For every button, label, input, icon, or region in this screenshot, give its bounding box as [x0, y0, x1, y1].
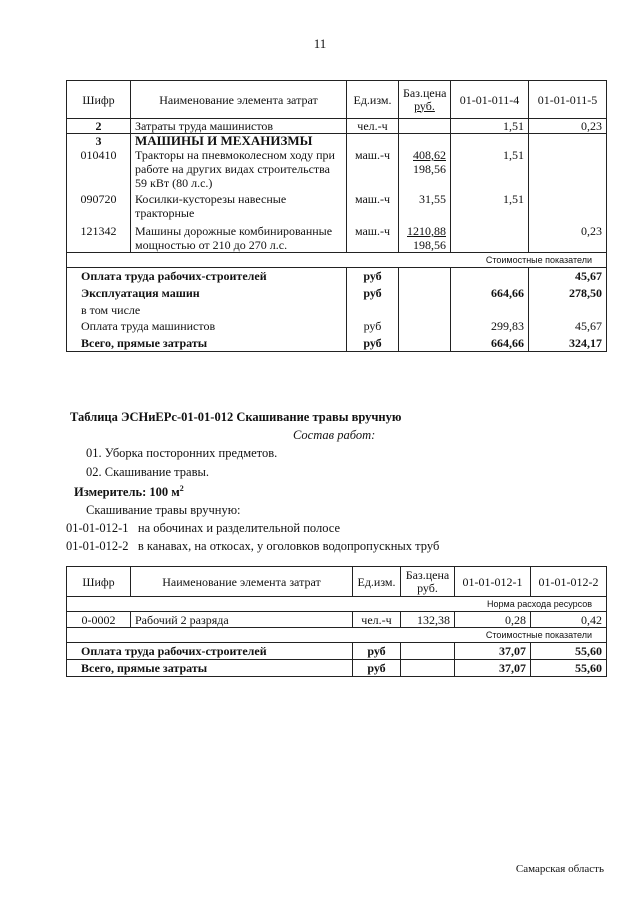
header-unit: Ед.изм.: [353, 567, 401, 597]
norm-label: Норма расхода ресурсов: [67, 597, 607, 612]
section-title: МАШИНЫ И МЕХАНИЗМЫ: [131, 134, 347, 149]
row-unit: маш.-ч: [347, 148, 399, 190]
row-value-4: 1,51: [451, 190, 529, 220]
total-value-5: 324,17: [529, 335, 607, 352]
table-row: [67, 220, 607, 253]
total-row: [67, 268, 607, 285]
table-row-labor: [67, 119, 607, 134]
row-value-4: 1,51: [451, 148, 529, 190]
subject-label: Скашивание травы вручную:: [86, 503, 241, 517]
row-unit: маш.-ч: [347, 220, 399, 253]
table-row: [67, 190, 607, 220]
total-row: [67, 660, 607, 677]
header-name: Наименование элемента затрат: [131, 567, 353, 597]
total-label: Оплата труда рабочих-строителей: [67, 268, 347, 285]
row-code: 121342: [67, 220, 131, 253]
total-row: [67, 302, 607, 318]
row-value-5: 0,23: [529, 119, 607, 134]
total-unit: руб: [347, 285, 399, 302]
total-row: [67, 335, 607, 352]
row-price: 31,55: [399, 190, 451, 220]
table-section-machines: [67, 134, 607, 149]
row-code: 010410: [67, 148, 131, 190]
total-label: Эксплуатация машин: [67, 285, 347, 302]
total-value-4: 299,83: [451, 318, 529, 335]
header-base-price: Баз.цена руб.: [399, 81, 451, 119]
total-value-4: 664,66: [451, 335, 529, 352]
page-number: 11: [313, 36, 327, 51]
total-value-2: 55,60: [531, 660, 607, 677]
header-base-price: Баз.цена руб.: [401, 567, 455, 597]
row-price: 132,38: [401, 612, 455, 628]
row-price: [399, 119, 451, 134]
total-value-5: 45,67: [529, 268, 607, 285]
total-value-1: 37,07: [455, 660, 531, 677]
section-code: 3: [67, 134, 131, 149]
header-code: Шифр: [67, 81, 131, 119]
header-col-012-1: 01-01-012-1: [455, 567, 531, 597]
footer-region: Самарская область: [515, 863, 604, 875]
row-price: 408,62 198,56: [399, 148, 451, 190]
row-code: 090720: [67, 190, 131, 220]
total-unit: руб: [347, 335, 399, 352]
row-unit: чел.-ч: [353, 612, 401, 628]
row-unit: чел.-ч: [347, 119, 399, 134]
item-row: 01-01-012-1 на обочинах и разделительной полосе: [66, 521, 341, 535]
meter-label: Измеритель: 100 $м^2$: [74, 484, 184, 500]
total-value-5: 278,50: [529, 285, 607, 302]
total-label: в том числе: [67, 302, 347, 318]
row-value-5: 0,23: [529, 220, 607, 253]
total-value-1: 37,07: [455, 643, 531, 660]
row-name: Рабочий 2 разряда: [131, 612, 353, 628]
row-value-4: [451, 220, 529, 253]
row-value-5: [529, 190, 607, 220]
total-label: Всего, прямые затраты: [67, 335, 347, 352]
header-unit: Ед.изм.: [347, 81, 399, 119]
total-label: Оплата труда рабочих-строителей: [67, 643, 353, 660]
total-row: [67, 285, 607, 302]
row-value-2: 0,42: [531, 612, 607, 628]
row-value-4: 1,51: [451, 119, 529, 134]
cost-indicators-header: [67, 628, 607, 643]
row-code: 0-0002: [67, 612, 131, 628]
total-value-5: 45,67: [529, 318, 607, 335]
total-row: [67, 643, 607, 660]
table-header-row: [67, 81, 607, 119]
total-label: Всего, прямые затраты: [67, 660, 353, 677]
table-title: Таблица ЭСНиЕРс-01-01-012 Скашивание травы вручную: [70, 410, 402, 424]
work-item: 01. Уборка посторонних предметов.: [86, 446, 278, 460]
table-header-row: [67, 567, 607, 597]
header-col-011-5: 01-01-011-5: [529, 81, 607, 119]
header-col-012-2: 01-01-012-2: [531, 567, 607, 597]
row-name: Машины дорожные комбинированные мощностью от 210 до 270 л.с.: [131, 220, 347, 253]
row-unit: маш.-ч: [347, 190, 399, 220]
total-unit: руб: [353, 643, 401, 660]
norm-header: [67, 597, 607, 612]
cost-indicators-label: Стоимостные показатели: [67, 628, 607, 643]
work-item: 02. Скашивание травы.: [86, 465, 210, 479]
composition-title: Состав работ:: [293, 428, 376, 442]
total-unit: руб: [347, 268, 399, 285]
total-value-4: 664,66: [451, 285, 529, 302]
row-name: Тракторы на пневмоколесном ходу при работе на других видах строительства 59 кВт (80 л.с.): [131, 148, 347, 190]
total-row: [67, 318, 607, 335]
row-price: 1210,88 198,56: [399, 220, 451, 253]
total-label: Оплата труда машинистов: [67, 318, 347, 335]
total-unit: руб: [347, 318, 399, 335]
total-value-4: [451, 268, 529, 285]
resource-table-012: [66, 566, 607, 677]
row-value-5: [529, 148, 607, 190]
row-value-1: 0,28: [455, 612, 531, 628]
resource-table-011: [66, 80, 607, 352]
total-value-2: 55,60: [531, 643, 607, 660]
row-name: Косилки-кусторезы навесные тракторные: [131, 190, 347, 220]
row-name: Затраты труда машинистов: [131, 119, 347, 134]
table-row: [67, 612, 607, 628]
header-col-011-4: 01-01-011-4: [451, 81, 529, 119]
cost-indicators-label: Стоимостные показатели: [67, 253, 607, 268]
row-code: 2: [67, 119, 131, 134]
total-unit: руб: [353, 660, 401, 677]
table-row: [67, 148, 607, 190]
header-name: Наименование элемента затрат: [131, 81, 347, 119]
cost-indicators-header: [67, 253, 607, 268]
header-code: Шифр: [67, 567, 131, 597]
item-row: 01-01-012-2 в канавах, на откосах, у оголовков водопропускных труб: [66, 539, 440, 553]
